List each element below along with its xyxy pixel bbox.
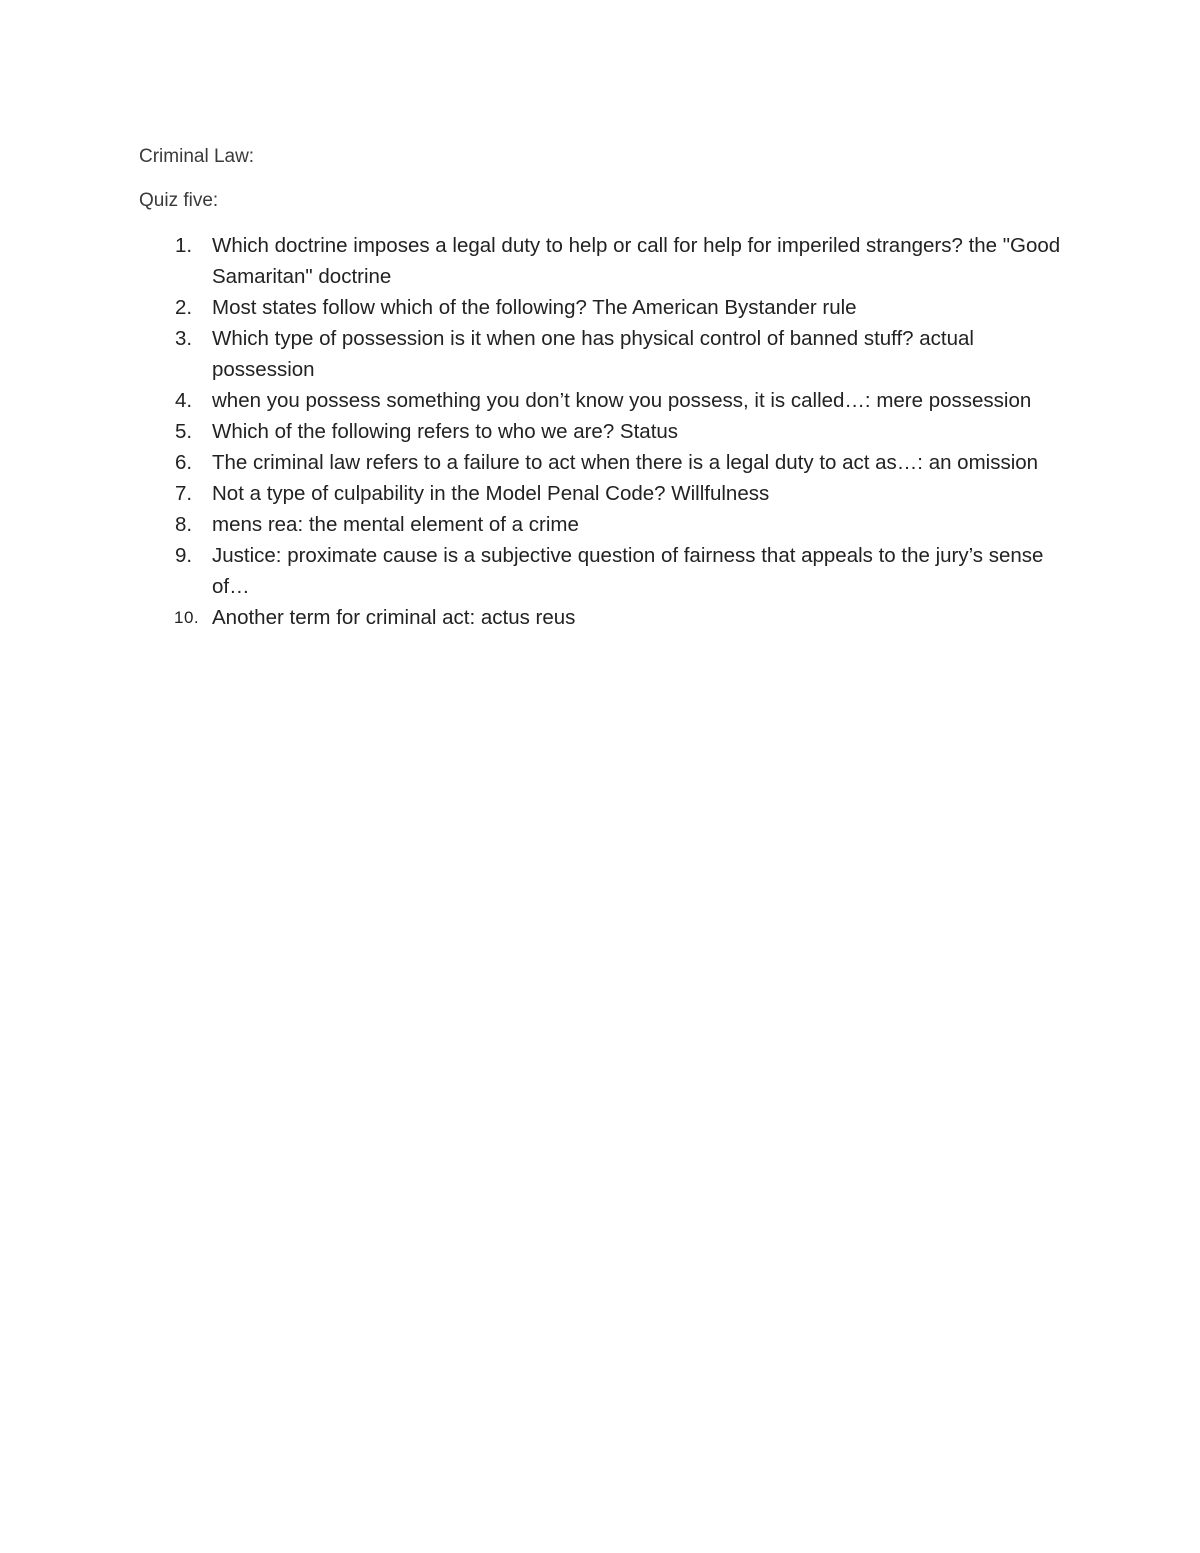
- item-text: when you possess something you don’t know you possess, it is called…: mere possession: [212, 389, 1032, 412]
- item-number: 10.: [174, 608, 200, 627]
- list-item: [139, 323, 1069, 385]
- item-number: 2.: [175, 296, 193, 319]
- item-text: Not a type of culpability in the Model Penal Code? Willfulness: [212, 482, 770, 505]
- list-item: [139, 478, 1069, 509]
- list-item: [139, 540, 1069, 602]
- list-item: [139, 385, 1069, 416]
- item-text: Which type of possession is it when one has physical control of banned stuff? actual possession: [212, 327, 974, 381]
- item-text: Another term for criminal act: actus reus: [212, 606, 576, 629]
- item-text: Justice: proximate cause is a subjective question of fairness that appeals to the jury’s sense of…: [212, 544, 1044, 598]
- list-item: [139, 509, 1069, 540]
- item-number: 9.: [175, 544, 193, 567]
- item-text: Most states follow which of the following? The American Bystander rule: [212, 296, 857, 319]
- list-item: [139, 416, 1069, 447]
- item-number: 1.: [175, 234, 193, 257]
- item-text: Which doctrine imposes a legal duty to help or call for help for imperiled strangers? the "Good Samaritan" doctrine: [212, 234, 1061, 288]
- document-subtitle: Quiz five:: [139, 190, 219, 211]
- item-number: 8.: [175, 513, 193, 536]
- item-text: Which of the following refers to who we are? Status: [212, 420, 679, 443]
- list-item: [139, 292, 1069, 323]
- item-text: The criminal law refers to a failure to act when there is a legal duty to act as…: an omission: [212, 451, 1039, 474]
- item-number: 5.: [175, 420, 193, 443]
- list-item: [139, 447, 1069, 478]
- item-number: 3.: [175, 327, 193, 350]
- quiz-list: [139, 230, 1069, 633]
- list-item: [139, 602, 1069, 633]
- item-number: 7.: [175, 482, 193, 505]
- item-number: 4.: [175, 389, 193, 412]
- item-text: mens rea: the mental element of a crime: [212, 513, 579, 536]
- list-item: [139, 230, 1069, 292]
- item-number: 6.: [175, 451, 193, 474]
- document-title: Criminal Law:: [139, 146, 255, 167]
